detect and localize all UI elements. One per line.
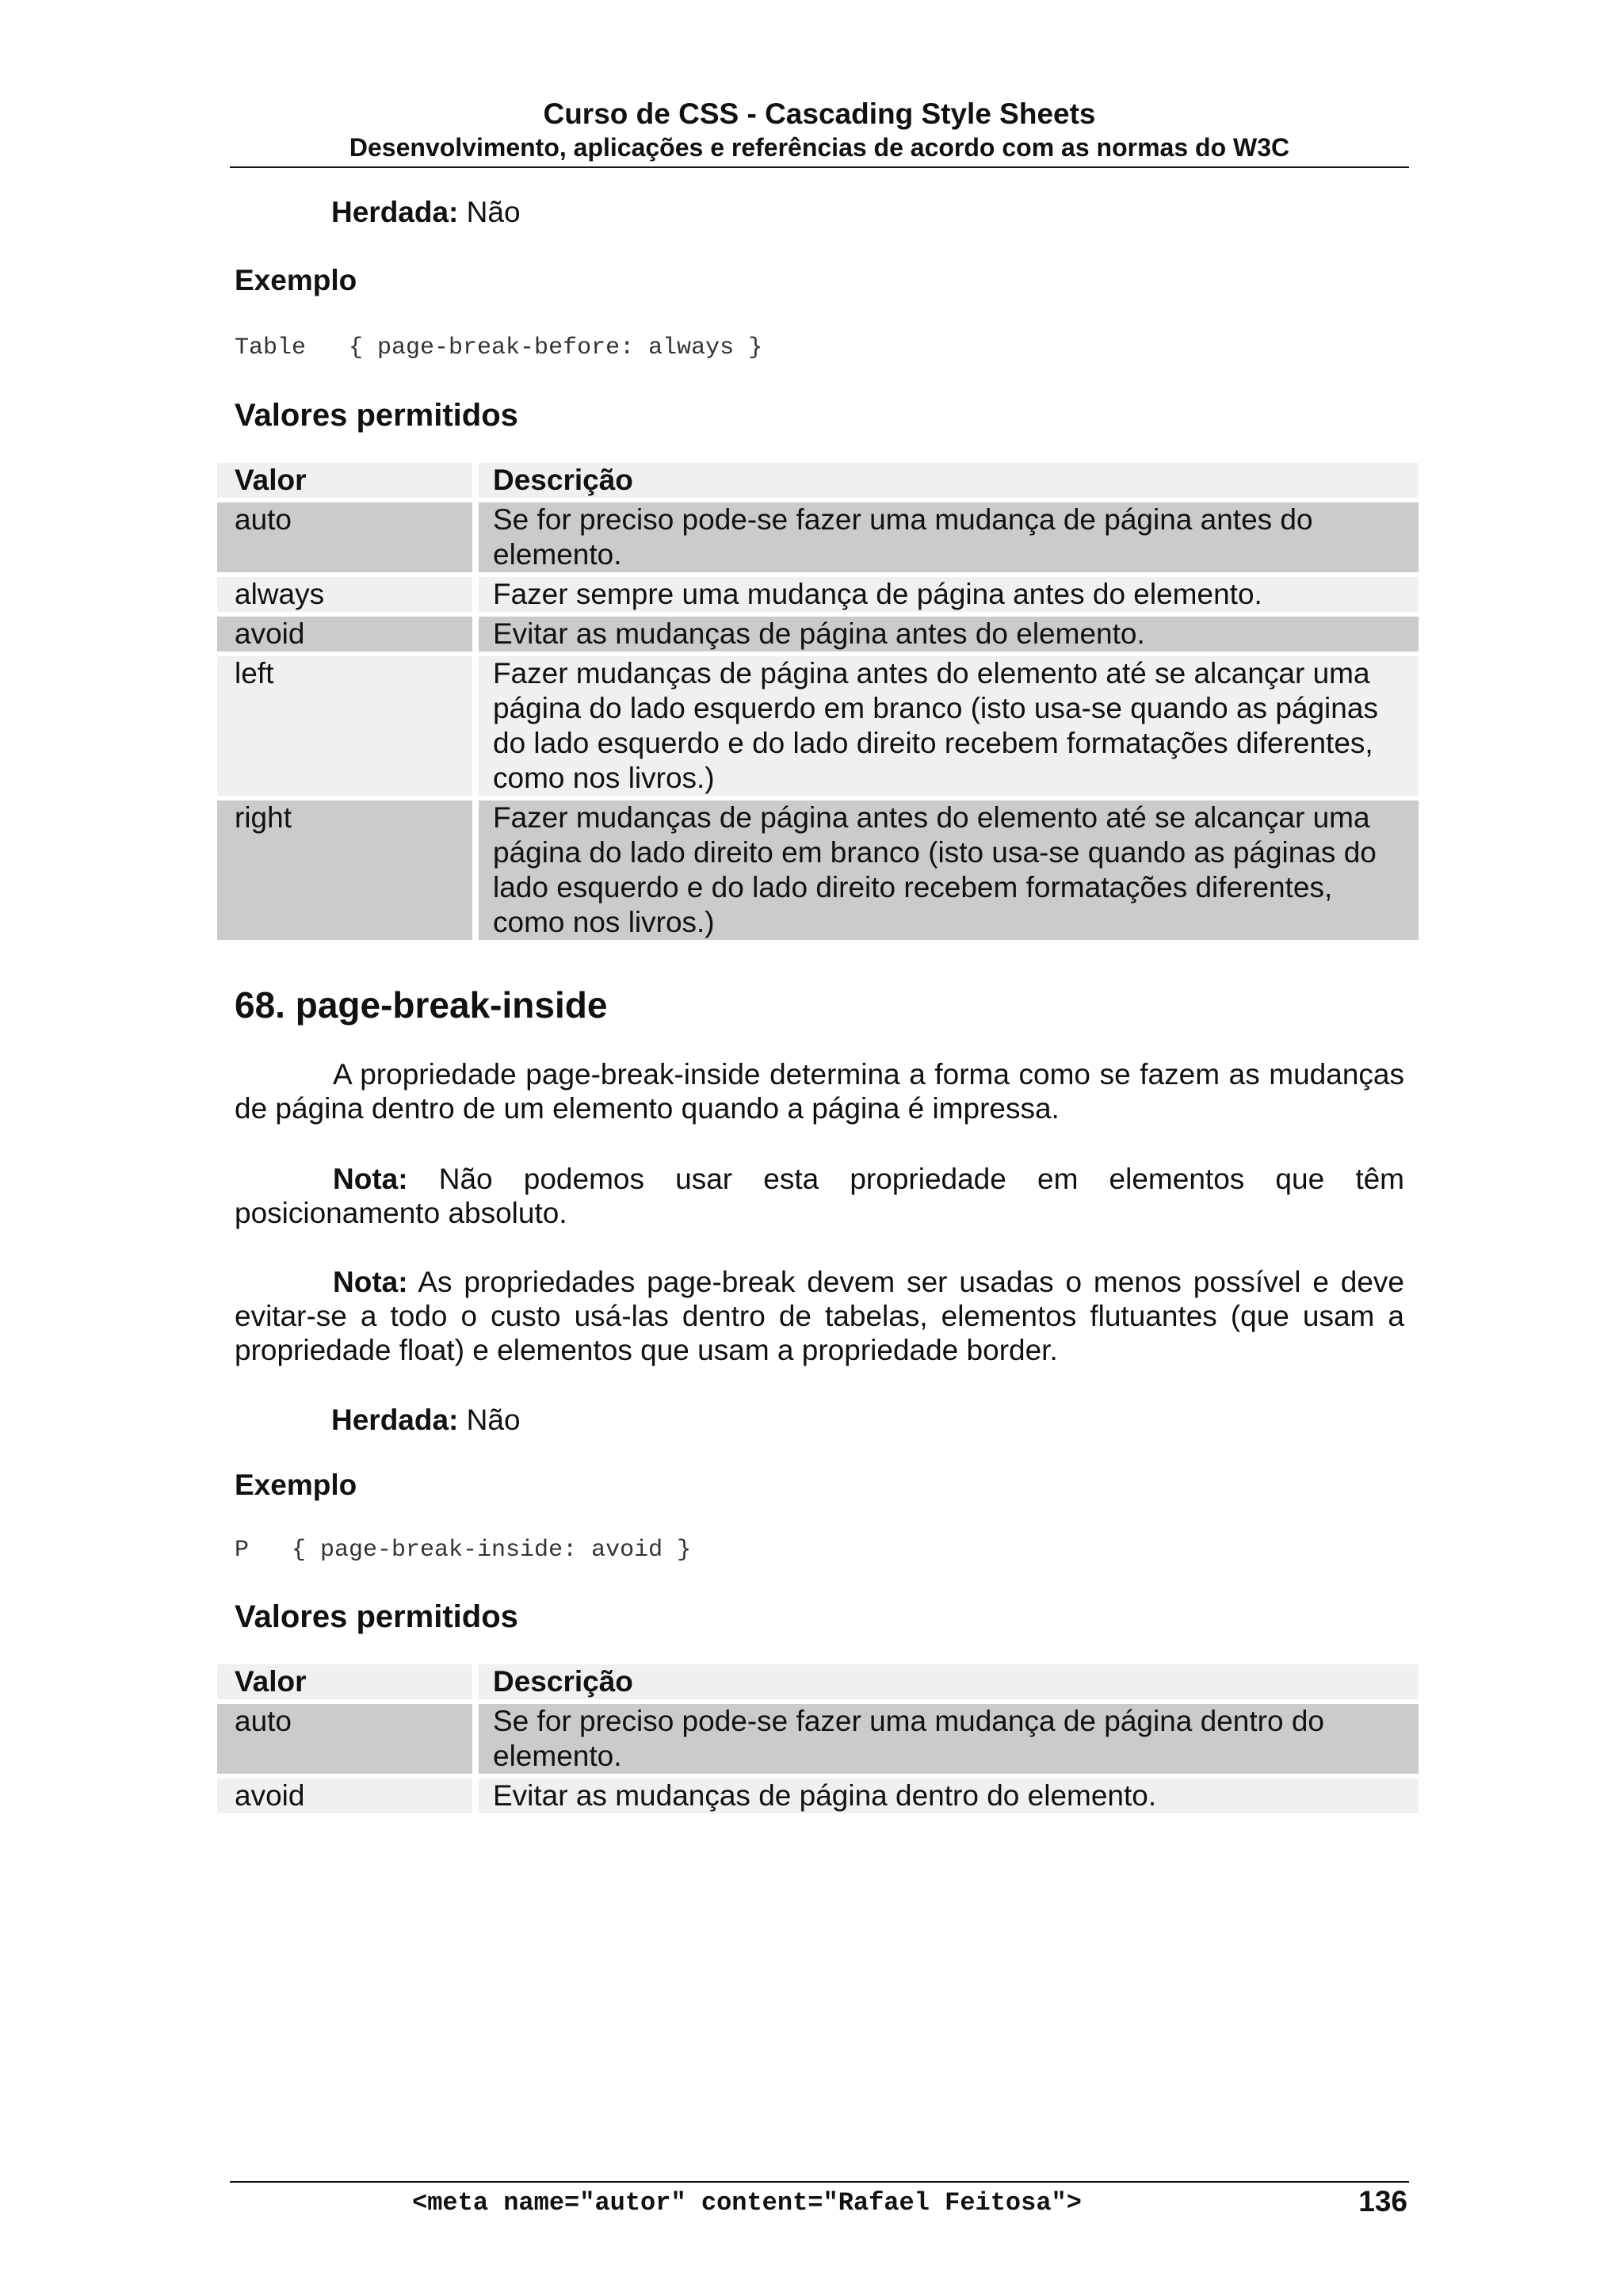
header-divider	[230, 166, 1409, 168]
note-paragraph	[235, 1265, 1404, 1367]
table-row	[217, 1704, 1419, 1774]
header-title: Curso de CSS - Cascading Style Sheets	[543, 97, 1096, 130]
cell-description: Se for preciso pode-se fazer uma mudança de página antes do elemento.	[479, 502, 1419, 572]
cell-value: auto	[217, 502, 472, 572]
note-text: As propriedades page-break devem ser usadas o menos possível e deve evitar-se a todo o custo usá-las dentro de tabelas, elementos flutuantes (que usam a propriedade float) e elementos que usam a propriedade border.	[235, 1266, 1404, 1366]
inherited-line	[331, 1403, 521, 1438]
column-header-description: Descrição	[479, 1664, 1419, 1699]
table-header-row	[217, 463, 1419, 498]
example-code: Table { page-break-before: always }	[235, 334, 763, 361]
column-header-value: Valor	[217, 463, 472, 498]
values-heading: Valores permitidos	[235, 1599, 518, 1634]
table-row	[217, 502, 1419, 572]
column-header-value: Valor	[217, 1664, 472, 1699]
table-row	[217, 1778, 1419, 1813]
intro-paragraph: A propriedade page-break-inside determina a forma como se fazem as mudanças de página dentro de um elemento quando a página é impressa.	[235, 1058, 1404, 1125]
table-row	[217, 617, 1419, 651]
cell-description: Fazer sempre uma mudança de página antes do elemento.	[479, 577, 1419, 612]
cell-value: avoid	[217, 1778, 472, 1813]
note-label: Nota:	[333, 1266, 408, 1298]
cell-value: always	[217, 577, 472, 612]
inherited-value: Não	[466, 1404, 521, 1436]
cell-value: avoid	[217, 617, 472, 651]
table-row	[217, 656, 1419, 796]
page-number: 136	[1358, 2185, 1407, 2218]
cell-description: Evitar as mudanças de página antes do elemento.	[479, 617, 1419, 651]
note-label: Nota:	[333, 1163, 408, 1195]
footer-meta: <meta name="autor" content="Rafael Feitosa">	[412, 2188, 1082, 2218]
cell-value: right	[217, 800, 472, 940]
values-heading: Valores permitidos	[235, 398, 518, 433]
cell-description: Se for preciso pode-se fazer uma mudança de página dentro do elemento.	[479, 1704, 1419, 1774]
table-row	[217, 800, 1419, 940]
example-code: P { page-break-inside: avoid }	[235, 1537, 692, 1564]
values-table	[217, 463, 1419, 945]
example-heading: Exemplo	[235, 1469, 357, 1501]
table-row	[217, 577, 1419, 612]
cell-value: left	[217, 656, 472, 796]
inherited-label: Herdada:	[331, 196, 459, 228]
inherited-line	[331, 195, 521, 230]
note-paragraph	[235, 1162, 1404, 1230]
example-heading: Exemplo	[235, 264, 357, 296]
section-heading: 68. page-break-inside	[235, 984, 608, 1026]
table-header-row	[217, 1664, 1419, 1699]
inherited-value: Não	[466, 196, 521, 228]
cell-description: Fazer mudanças de página antes do elemento até se alcançar uma página do lado esquerdo em branco (isto usa-se quando as páginas do lado esquerdo e do lado direito recebem formatações diferentes, como nos livros.)	[479, 656, 1419, 796]
note-text: Não podemos usar esta propriedade em elementos que têm posicionamento absoluto.	[235, 1163, 1404, 1229]
footer-divider	[230, 2181, 1409, 2183]
cell-value: auto	[217, 1704, 472, 1774]
cell-description: Evitar as mudanças de página dentro do elemento.	[479, 1778, 1419, 1813]
values-table	[217, 1664, 1419, 1818]
column-header-description: Descrição	[479, 463, 1419, 498]
header-subtitle: Desenvolvimento, aplicações e referências de acordo com as normas do W3C	[349, 133, 1290, 162]
inherited-label: Herdada:	[331, 1404, 459, 1436]
cell-description: Fazer mudanças de página antes do elemento até se alcançar uma página do lado direito em branco (isto usa-se quando as páginas do lado esquerdo e do lado direito recebem formatações diferentes, como nos livros.)	[479, 800, 1419, 940]
